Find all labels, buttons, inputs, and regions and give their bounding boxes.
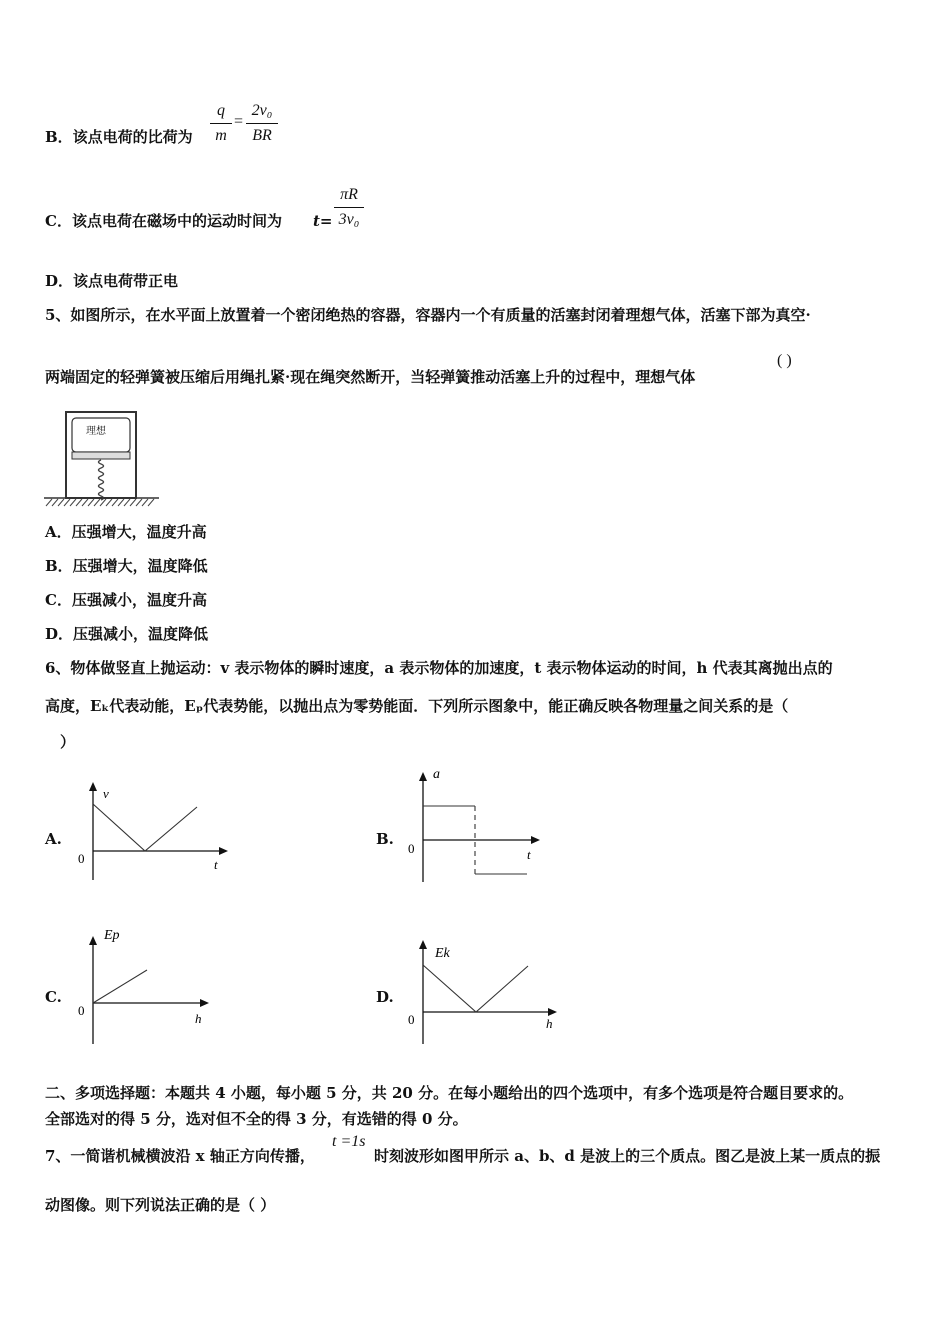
q6-option-d-label: D.: [376, 988, 394, 1006]
q7-time-expression: t =1s: [332, 1133, 366, 1150]
q4-option-b-rhs-fraction: [246, 102, 278, 145]
axis-label-y: v: [103, 786, 109, 801]
q4-option-c-t-eq: t=: [313, 212, 333, 230]
y-axis-arrow-icon: [419, 940, 427, 949]
q6-option-b-label: B.: [376, 830, 394, 848]
velocity-line: [93, 804, 197, 851]
q4-option-b: B．该点电荷的比荷为: [45, 128, 193, 146]
axis-label-y: a: [433, 767, 440, 782]
origin-label: 0: [408, 841, 415, 856]
q5-stem-line1: 5、如图所示，在水平面上放置着一个密闭绝热的容器，容器内一个有质量的活塞封闭着理想气体，活塞下部为真空·: [45, 306, 811, 324]
q4-option-c: C．该点电荷在磁场中的运动时间为: [45, 212, 282, 230]
y-axis-arrow-icon: [89, 936, 97, 945]
x-axis-arrow-icon: [531, 836, 540, 844]
q5-option-b: B．压强增大，温度降低: [45, 557, 208, 575]
axis-label-x: t: [214, 857, 218, 872]
q5-container-figure: [44, 410, 160, 508]
fraction-numerator: πR: [340, 186, 358, 203]
axis-label-y: Ep: [104, 928, 120, 943]
fraction-numerator: 2v₀: [251, 102, 273, 119]
potential-energy-line: [93, 970, 147, 1003]
q6-option-c-label: C.: [45, 988, 62, 1006]
q6-graph-d: [400, 936, 565, 1048]
q7-stem-part2: 时刻波形如图甲所示 a、b、d 是波上的三个质点。图乙是波上某一质点的振: [374, 1147, 881, 1165]
x-axis-arrow-icon: [200, 999, 209, 1007]
origin-label: 0: [408, 1012, 415, 1027]
q7-stem-line2: 动图像。则下列说法正确的是（ ）: [45, 1196, 276, 1214]
q5-figure-label: 理想: [86, 426, 106, 437]
equals-sign: =: [234, 113, 244, 130]
axis-label-x: t: [527, 847, 531, 862]
axis-label-y: Ek: [435, 946, 450, 961]
q7-stem-part1: 7、一简谐机械横波沿 x 轴正方向传播，: [45, 1147, 315, 1165]
origin-label: 0: [78, 851, 85, 866]
q5-option-c: C．压强减小，温度升高: [45, 591, 207, 609]
axis-label-x: h: [195, 1011, 202, 1026]
q6-stem-line1: 6、物体做竖直上抛运动：v 表示物体的瞬时速度，a 表示物体的加速度，t 表示物体运动的时间，h 代表其离抛出点的: [45, 659, 833, 677]
fraction-denominator: 3v₀: [338, 211, 360, 228]
q6-stem-line2: 高度，Eₖ代表动能，Eₚ代表势能，以抛出点为零势能面．下列所示图象中，能正确反映各物理量之间关系的是（: [45, 697, 789, 715]
kinetic-energy-line: [423, 965, 528, 1012]
fraction-denominator: m: [215, 127, 227, 144]
section2-heading-line2: 全部选对的得 5 分，选对但不全的得 3 分，有选错的得 0 分。: [45, 1110, 468, 1128]
q4-option-b-lhs-fraction: [210, 102, 232, 145]
y-axis-arrow-icon: [89, 782, 97, 791]
fraction-denominator: BR: [252, 127, 272, 144]
fraction-numerator: q: [217, 102, 225, 119]
q6-graph-a: [70, 780, 240, 890]
q6-graph-c: [70, 922, 220, 1047]
q5-stem-line2: 两端固定的轻弹簧被压缩后用绳扎紧·现在绳突然断开，当轻弹簧推动活塞上升的过程中，理想气体: [45, 368, 696, 386]
x-axis-arrow-icon: [219, 847, 228, 855]
x-axis-arrow-icon: [548, 1008, 557, 1016]
q6-stem-line3: ）: [60, 733, 76, 751]
q5-answer-bracket: ( ): [777, 352, 792, 369]
q4-option-c-fraction: [334, 186, 364, 229]
q6-option-a-label: A.: [45, 830, 62, 848]
q5-option-a: A．压强增大，温度升高: [45, 523, 207, 541]
origin-label: 0: [78, 1003, 85, 1018]
axis-label-x: h: [546, 1016, 553, 1031]
q4-option-d: D．该点电荷带正电: [45, 272, 179, 290]
q5-option-d: D．压强减小，温度降低: [45, 625, 209, 643]
section2-heading-line1: 二、多项选择题：本题共 4 小题，每小题 5 分，共 20 分。在每小题给出的四个选项中，有多个选项是符合题目要求的。: [45, 1084, 854, 1102]
y-axis-arrow-icon: [419, 772, 427, 781]
q6-graph-b: [400, 762, 550, 887]
